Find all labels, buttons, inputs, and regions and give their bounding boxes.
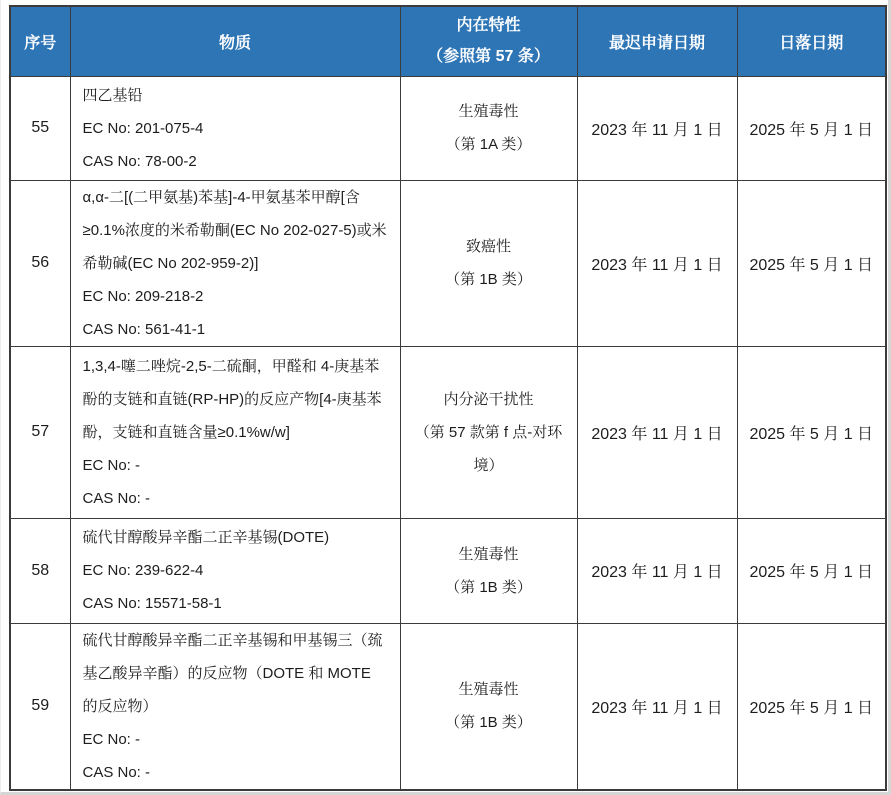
cas-number: CAS No: 15571-58-1 xyxy=(82,595,222,612)
cell-intrinsic-property xyxy=(400,518,577,623)
col-header-property xyxy=(400,6,577,76)
cell-entry-number: 58 xyxy=(10,518,70,623)
table-row-55 xyxy=(10,76,886,180)
property-name: 内分泌干扰性 xyxy=(443,390,534,408)
table-row-57 xyxy=(10,346,886,518)
cas-number: CAS No: - xyxy=(82,763,151,781)
cell-latest-application-date: 2023 年 11 月 1 日 xyxy=(577,518,737,623)
property-class: （第 57 款第 f 点-对环境） xyxy=(414,423,563,474)
property-class: （第 1A 类） xyxy=(445,136,532,153)
cell-substance xyxy=(70,623,400,790)
ec-number: EC No: 209-218-2 xyxy=(82,287,204,305)
substance-name: α,α-二[(二甲氨基)苯基]-4-甲氨基苯甲醇[含≥0.1%浓度的米希勒酮(EC No 202-027-5)或米希勒碱(EC No 202-959-2)] xyxy=(82,188,387,272)
property-class: （第 1B 类） xyxy=(445,714,532,731)
cell-substance xyxy=(70,76,400,180)
cell-entry-number: 55 xyxy=(10,76,70,180)
cell-sunset-date: 2025 年 5 月 1 日 xyxy=(737,180,886,346)
cell-latest-application-date: 2023 年 11 月 1 日 xyxy=(577,623,737,790)
cell-sunset-date: 2025 年 5 月 1 日 xyxy=(737,76,886,180)
cell-intrinsic-property xyxy=(400,180,577,346)
cell-sunset-date: 2025 年 5 月 1 日 xyxy=(737,518,886,623)
substance-name: 硫代甘醇酸异辛酯二正辛基锡和甲基锡三（巯基乙酸异辛酯）的反应物（DOTE 和 MOTE 的反应物） xyxy=(82,631,383,715)
col-header-sunset-date: 日落日期 xyxy=(737,6,886,76)
cell-substance xyxy=(70,180,400,346)
substance-name: 四乙基铅 xyxy=(82,86,143,104)
col-header-substance: 物质 xyxy=(70,6,400,76)
svhc-substance-table xyxy=(9,5,887,791)
table-body xyxy=(10,76,886,790)
property-name: 致癌性 xyxy=(465,238,511,255)
col-header-no: 序号 xyxy=(10,6,70,76)
cell-latest-application-date: 2023 年 11 月 1 日 xyxy=(577,346,737,518)
cell-sunset-date: 2025 年 5 月 1 日 xyxy=(737,346,886,518)
cas-number: CAS No: 561-41-1 xyxy=(82,320,206,338)
ec-number: EC No: - xyxy=(82,456,141,474)
property-class: （第 1B 类） xyxy=(445,271,532,288)
cas-number: CAS No: 78-00-2 xyxy=(82,152,197,170)
cell-sunset-date: 2025 年 5 月 1 日 xyxy=(737,623,886,790)
cell-entry-number: 56 xyxy=(10,180,70,346)
property-name: 生殖毒性 xyxy=(458,103,519,120)
cell-intrinsic-property xyxy=(400,76,577,180)
cell-intrinsic-property xyxy=(400,346,577,518)
cell-substance xyxy=(70,346,400,518)
cell-latest-application-date: 2023 年 11 月 1 日 xyxy=(577,180,737,346)
table-row-58 xyxy=(10,518,886,623)
col-header-property-line1: 内在特性 xyxy=(456,17,521,35)
col-header-property-line2: （参照第 57 条） xyxy=(427,48,550,66)
cell-latest-application-date: 2023 年 11 月 1 日 xyxy=(577,76,737,180)
substance-name: 1,3,4-噻二唑烷-2,5-二硫酮，甲醛和 4-庚基苯酚的支链和直链(RP-HP)的反应产物[4-庚基苯酚，支链和直链含量≥0.1%w/w] xyxy=(82,357,382,441)
property-name: 生殖毒性 xyxy=(458,545,519,563)
cas-number: CAS No: - xyxy=(82,489,151,507)
cell-substance xyxy=(70,518,400,623)
substance-name: 硫代甘醇酸异辛酯二正辛基锡(DOTE) xyxy=(82,529,330,546)
ec-number: EC No: - xyxy=(82,730,141,748)
property-class: （第 1B 类） xyxy=(445,578,532,596)
cell-entry-number: 57 xyxy=(10,346,70,518)
cell-entry-number: 59 xyxy=(10,623,70,790)
ec-number: EC No: 201-075-4 xyxy=(82,119,204,137)
header-row xyxy=(10,6,886,76)
property-name: 生殖毒性 xyxy=(458,681,519,698)
col-header-apply-date: 最迟申请日期 xyxy=(577,6,737,76)
cell-intrinsic-property xyxy=(400,623,577,790)
ec-number: EC No: 239-622-4 xyxy=(82,562,204,579)
table-row-56 xyxy=(10,180,886,346)
table-row-59 xyxy=(10,623,886,790)
